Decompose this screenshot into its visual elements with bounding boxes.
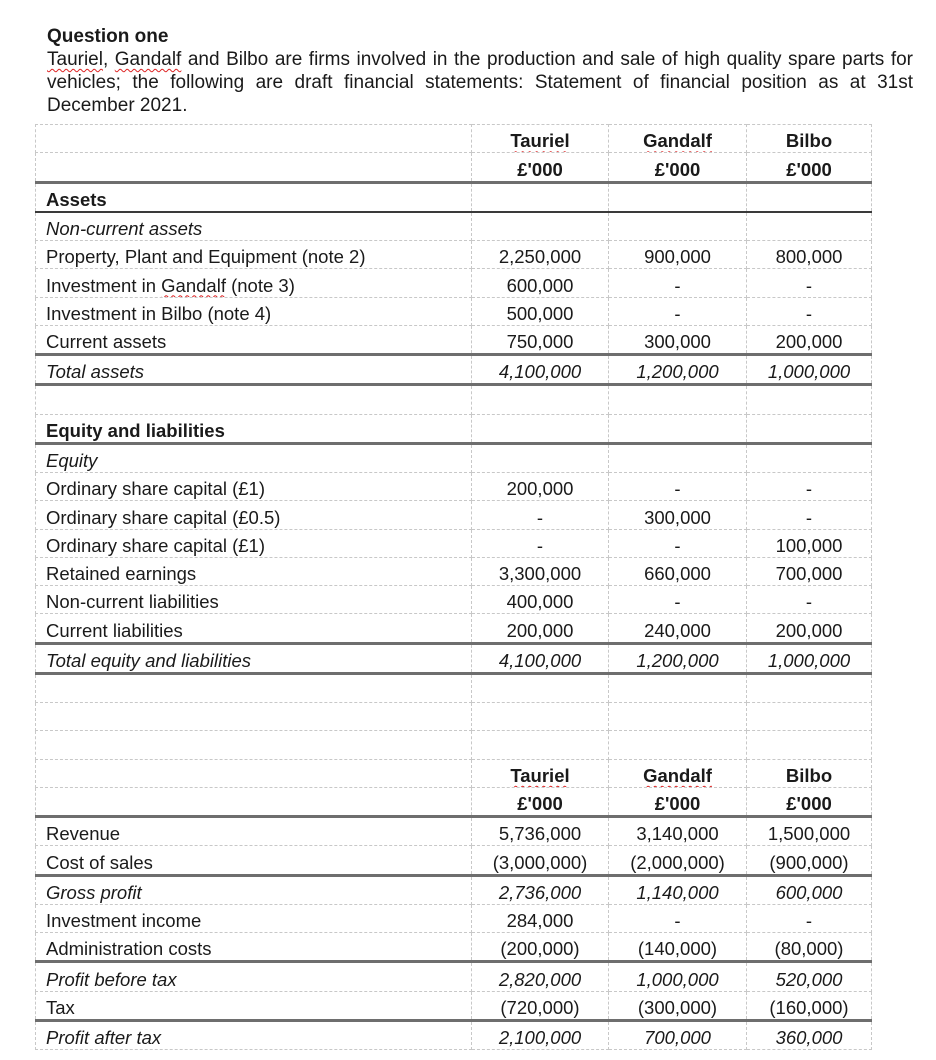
cell-value: 284,000 [472,904,609,932]
cell-value: - [609,586,747,614]
cell-value: (80,000) [747,933,872,962]
table-row [36,501,872,529]
cell-value: 200,000 [472,473,609,501]
row-label [36,269,472,297]
cell-value: - [747,904,872,932]
cell-value: - [472,529,609,557]
row-tax [36,991,872,1020]
cell-value: 500,000 [472,297,609,325]
unit-label: £'000 [747,153,872,182]
col-header-bilbo: Bilbo [747,759,872,787]
table-row [36,269,872,297]
row-profit-before-tax [36,962,872,991]
row-label: Non-current liabilities [36,586,472,614]
cell-value: 800,000 [747,241,872,269]
cell-value: - [609,904,747,932]
cell-value: 1,000,000 [747,355,872,385]
col-header-tauriel: Tauriel [510,130,570,152]
col-header-gandalf: Gandalf [643,764,712,786]
company-name-gandalf: Gandalf [161,274,226,296]
cell-value: 200,000 [747,614,872,643]
table-row [36,325,872,354]
row-cost-of-sales [36,846,872,875]
cell-value: - [747,297,872,325]
cell-value: (2,000,000) [609,846,747,875]
subheading-equity [36,443,872,472]
row-label: Current assets [36,325,472,354]
row-label: Total equity and liabilities [36,643,472,673]
cell-value: 300,000 [609,501,747,529]
table-row [36,241,872,269]
row-label: Cost of sales [36,846,472,875]
table-row [36,529,872,557]
header-blank [36,759,472,787]
total-row-equity-liabilities [36,643,872,673]
row-label: Ordinary share capital (£1) [36,473,472,501]
row-label: Revenue [36,817,472,846]
text-fragment: Investment in [46,274,162,296]
cell-value: (720,000) [472,991,609,1020]
row-label: Equity and liabilities [36,414,472,443]
row-administration-costs [36,933,872,962]
cell-value: 660,000 [609,557,747,585]
cell-value: 2,820,000 [472,962,609,991]
subheading-non-current-assets [36,212,872,241]
cell-value: 5,736,000 [472,817,609,846]
cell-value: - [472,501,609,529]
cell-value: (300,000) [609,991,747,1020]
unit-label: £'000 [609,153,747,182]
cell-value: - [747,586,872,614]
unit-label: £'000 [472,153,609,182]
cell-value: (900,000) [747,846,872,875]
header-blank [36,125,472,153]
cell-value: - [747,501,872,529]
row-label: Administration costs [36,933,472,962]
cell-value: 360,000 [747,1020,872,1049]
row-label: Total assets [36,355,472,385]
cell-value: 400,000 [472,586,609,614]
sofp-header-row-names [36,125,872,153]
cell-value: - [609,269,747,297]
table-row [36,297,872,325]
cell-value: 3,300,000 [472,557,609,585]
row-investment-income [36,904,872,932]
financial-statements-table [35,124,872,1050]
spacer-row [36,731,872,759]
row-label: Current liabilities [36,614,472,643]
cell-value: 240,000 [609,614,747,643]
cell-value: 600,000 [472,269,609,297]
cell-value: 520,000 [747,962,872,991]
spacer-row [36,385,872,414]
cell-value: 750,000 [472,325,609,354]
text-fragment: , [102,49,115,70]
spacer-row [36,673,872,702]
company-name-gandalf: Gandalf [114,49,182,70]
row-label: Retained earnings [36,557,472,585]
cell-value: 300,000 [609,325,747,354]
cell-value: 2,100,000 [472,1020,609,1049]
cell-value: 2,250,000 [472,241,609,269]
row-revenue [36,817,872,846]
income-header-row-units [36,787,872,816]
row-label: Equity [36,443,472,472]
cell-value: 700,000 [747,557,872,585]
cell-value: 1,000,000 [609,962,747,991]
cell-value: - [609,529,747,557]
cell-value: (200,000) [472,933,609,962]
col-header-tauriel: Tauriel [510,764,570,786]
row-profit-after-tax [36,1020,872,1049]
cell-value: 1,200,000 [609,643,747,673]
cell-value: 700,000 [609,1020,747,1049]
table-row [36,586,872,614]
question-paragraph [47,48,913,117]
cell-value: 4,100,000 [472,643,609,673]
row-label: Ordinary share capital (£1) [36,529,472,557]
cell-value: 600,000 [747,875,872,904]
table-row [36,557,872,585]
unit-label: £'000 [609,787,747,816]
cell-value: 200,000 [472,614,609,643]
cell-value: 1,200,000 [609,355,747,385]
row-label: Ordinary share capital (£0.5) [36,501,472,529]
header-blank [36,787,472,816]
sofp-header-row-units [36,153,872,182]
row-label: Property, Plant and Equipment (note 2) [36,241,472,269]
spacer-row [36,703,872,731]
table-row [36,473,872,501]
cell-value: - [609,473,747,501]
row-label: Assets [36,182,472,212]
question-title: Question one [47,26,169,47]
row-label: Investment in Bilbo (note 4) [36,297,472,325]
cell-value: (3,000,000) [472,846,609,875]
table-row [36,614,872,643]
cell-value: (160,000) [747,991,872,1020]
row-label: Investment income [36,904,472,932]
company-name-tauriel: Tauriel [47,49,103,70]
unit-label: £'000 [747,787,872,816]
cell-value: 1,500,000 [747,817,872,846]
income-header-row-names [36,759,872,787]
header-blank [36,153,472,182]
row-label: Gross profit [36,875,472,904]
row-label: Tax [36,991,472,1020]
cell-value: - [747,473,872,501]
cell-value: 900,000 [609,241,747,269]
row-label: Non-current assets [36,212,472,241]
cell-value: 4,100,000 [472,355,609,385]
unit-label: £'000 [472,787,609,816]
question-intro [47,25,913,117]
cell-value: 1,140,000 [609,875,747,904]
col-header-bilbo: Bilbo [747,125,872,153]
cell-value: - [747,269,872,297]
cell-value: 200,000 [747,325,872,354]
col-header-gandalf: Gandalf [643,130,712,152]
cell-value: 1,000,000 [747,643,872,673]
cell-value: (140,000) [609,933,747,962]
total-row-assets [36,355,872,385]
section-heading-assets [36,182,872,212]
row-label: Profit after tax [36,1020,472,1049]
cell-value: 2,736,000 [472,875,609,904]
text-fragment: and Bilbo are firms involved in the production and sale of high quality spare parts for vehicles; the following are draft financial statements: Statement of financial position as at 31st December 2021. [47,49,913,116]
row-gross-profit [36,875,872,904]
cell-value: - [609,297,747,325]
cell-value: 100,000 [747,529,872,557]
section-heading-equity-liabilities [36,414,872,443]
text-fragment: (note 3) [225,274,295,296]
cell-value: 3,140,000 [609,817,747,846]
row-label: Profit before tax [36,962,472,991]
